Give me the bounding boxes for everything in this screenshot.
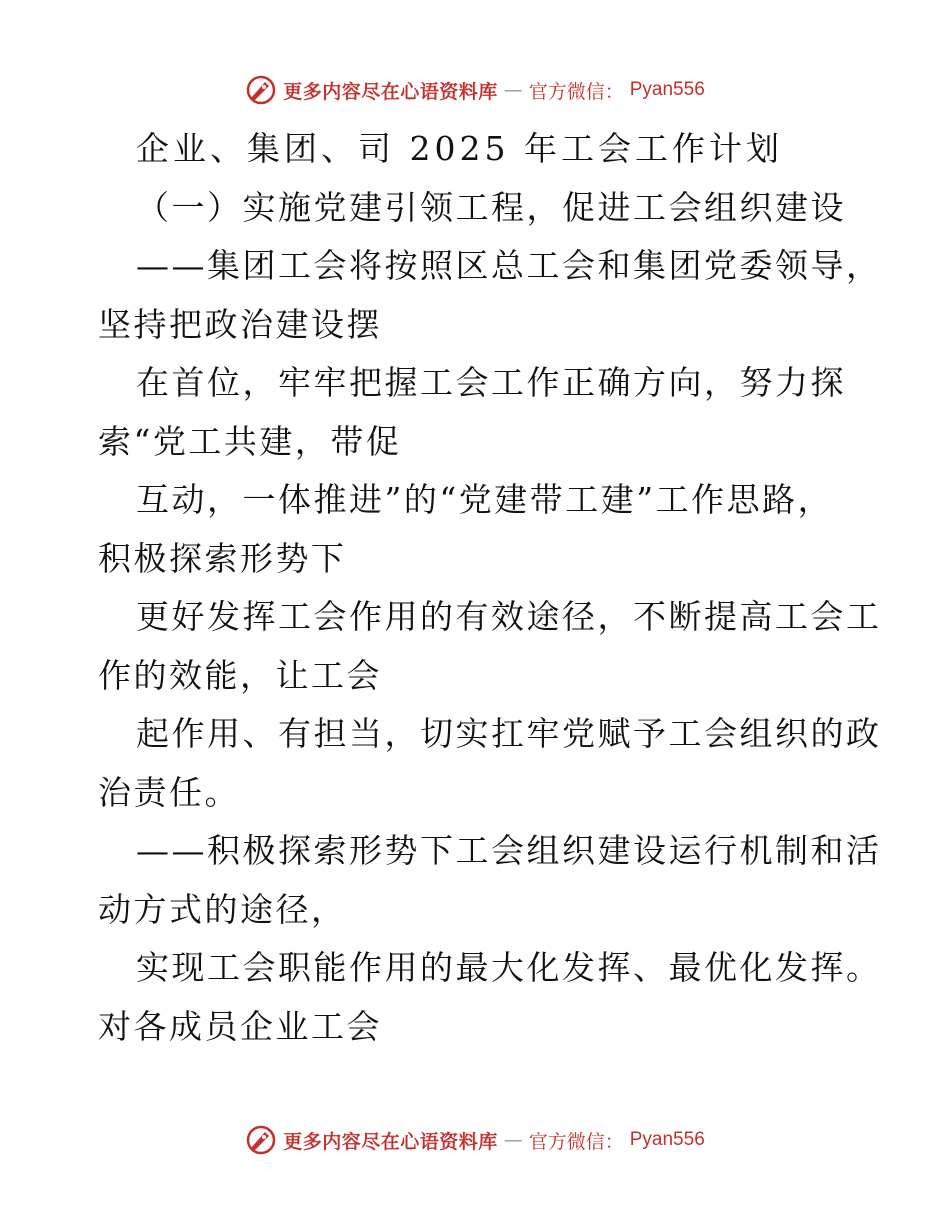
watermark-text: 更多内容尽在心语资料库 [283, 80, 498, 103]
watermark-official-label: 官方微信： [528, 1130, 624, 1153]
watermark-dash: — [503, 79, 523, 101]
paragraph-line: 实现工会职能作用的最大化发挥、最优化发挥。 [136, 948, 882, 987]
watermark-dash: — [503, 1129, 523, 1151]
pen-nib-logo-icon [245, 1124, 277, 1156]
document-title: 企业、集团、司 2025 年工会工作计划 [136, 129, 783, 168]
paragraph-line: 索“党工共建，带促 [98, 421, 402, 461]
paragraph-line: 治责任。 [98, 772, 240, 812]
watermark-footer [0, 1120, 950, 1160]
paragraph-line: ——积极探索形势下工会组织建设运行机制和活 [136, 831, 882, 870]
watermark-text: 更多内容尽在心语资料库 [283, 1130, 498, 1153]
paragraph-line: 作的效能，让工会 [98, 655, 382, 695]
paragraph-line: 更好发挥工会作用的有效途径，不断提高工会工 [136, 597, 882, 636]
paragraph-line: 对各成员企业工会 [98, 1006, 382, 1046]
pen-nib-logo-icon [245, 74, 277, 106]
watermark-wechat-id: Pyan556 [629, 1129, 705, 1150]
paragraph-line: 坚持把政治建设摆 [98, 304, 382, 344]
paragraph-line: 动方式的途径， [98, 889, 347, 929]
paragraph-line: 互动，一体推进”的“党建带工建”工作思路， [136, 480, 834, 519]
section-heading: （一）实施党建引领工程，促进工会组织建设 [136, 187, 846, 227]
paragraph-line: 起作用、有担当，切实扛牢党赋予工会组织的政 [136, 714, 882, 753]
watermark-official-label: 官方微信： [528, 80, 624, 103]
paragraph-line: 积极探索形势下 [98, 538, 347, 578]
document-body [98, 120, 882, 1056]
watermark-wechat-id: Pyan556 [629, 79, 705, 100]
paragraph-line: 在首位，牢牢把握工会工作正确方向，努力探 [136, 363, 846, 402]
paragraph-line: ——集团工会将按照区总工会和集团党委领导， [136, 246, 882, 285]
watermark-header [0, 70, 950, 110]
